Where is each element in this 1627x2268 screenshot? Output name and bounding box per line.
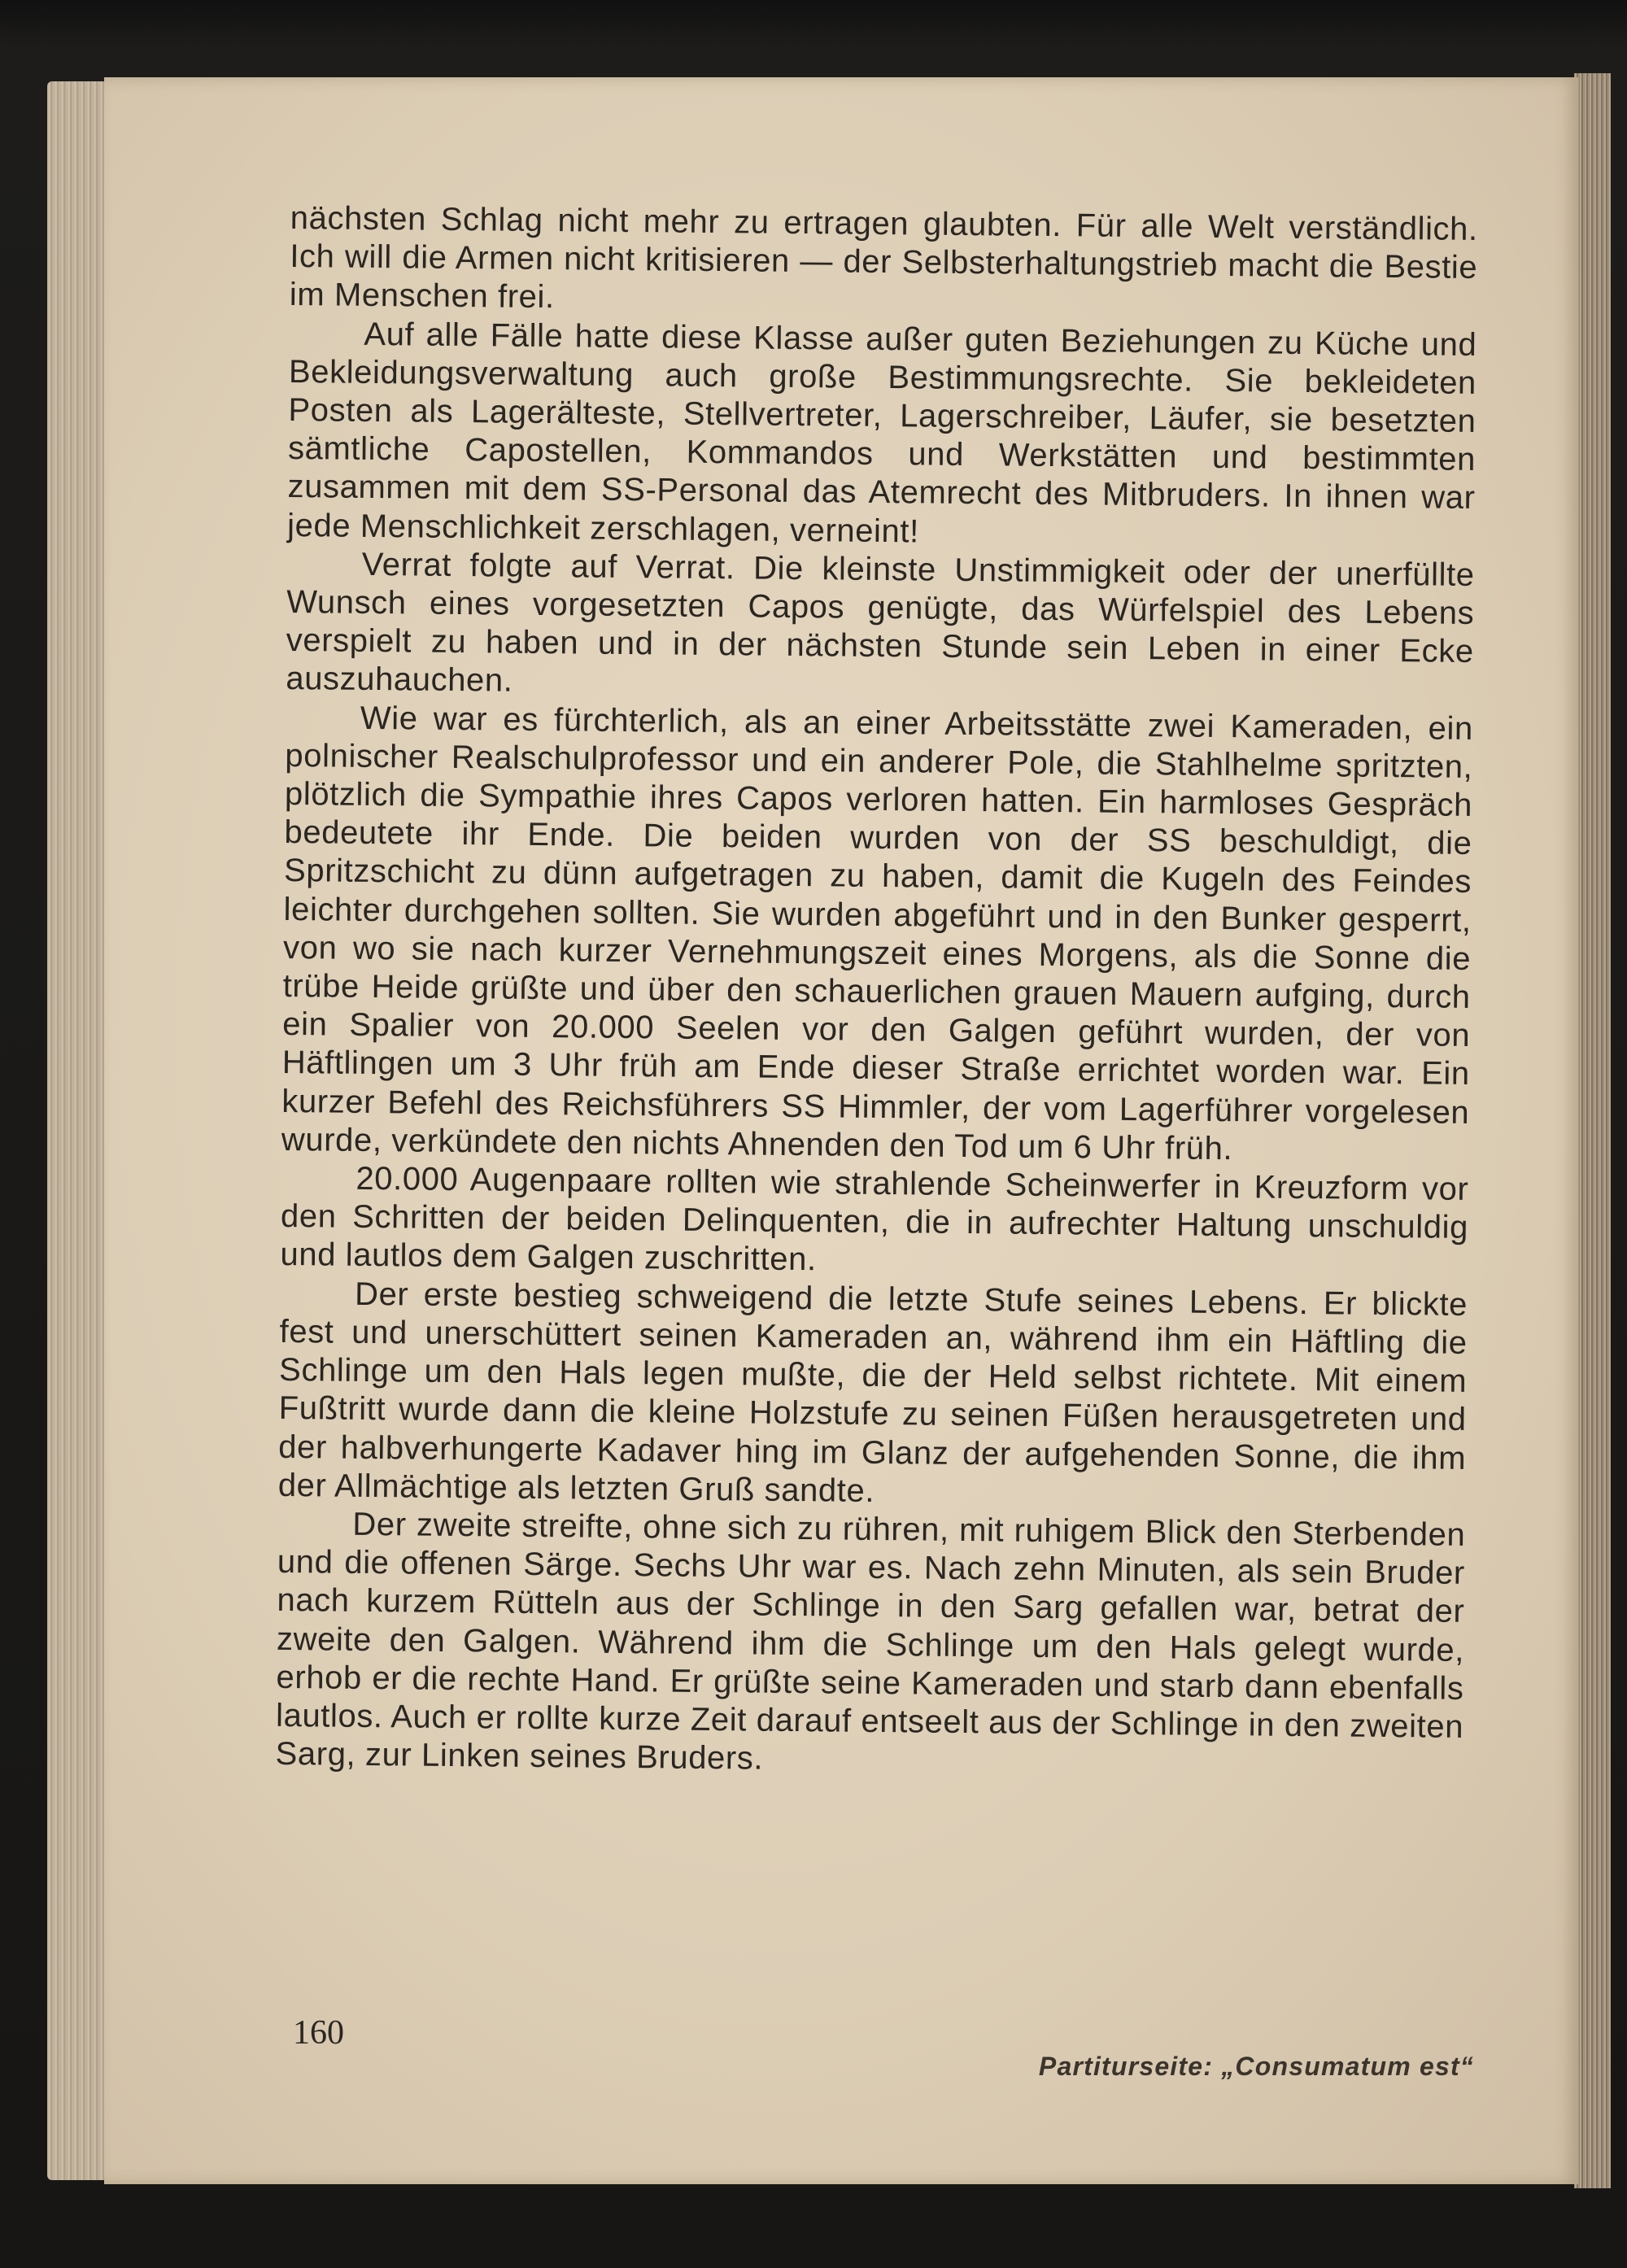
paragraph: Der zweite streifte, ohne sich zu rühren, mit ruhigem Blick den Sterbenden und die offenen Särge. Sechs Uhr war es. Nach zehn Minuten, als sein Bruder nach kurzem Rütteln aus der Schlinge in den Sarg gefallen war, betrat der zweite den Galgen. Während ihm die Schlinge um den Hals gelegt wurde, erhob er die rechte Hand. Er grüßte seine Kameraden und starb dann ebenfalls lautlos. Auch er rollte kurze Zeit darauf entseelt aus der Schlinge in den zweiten Sarg, zur Linken seines Bruders. [275,1506,1466,1777]
paragraph: Verrat folgte auf Verrat. Die kleinste Unstimmigkeit oder der unerfüllte Wunsch eines vorgesetzten Capos genügte, das Würfelspiel des Lebens verspielt zu haben und in der nächsten Stunde sein Leben in einer Ecke auszuhauchen. [286,546,1475,700]
book-page-edges-right [1574,73,1611,2188]
page-number: 160 [293,2014,344,2052]
footer-note: Partiturseite: „Consumatum est“ [1038,2052,1474,2081]
paragraph: Auf alle Fälle hatte diese Klasse außer guten Beziehungen zu Küche und Bekleidungsverwaltung auch große Bestimmungsrechte. Sie bekleideten Posten als Lagerälteste, Stellvertreter, Lagerschreiber, Läufer, sie besetzten sämtliche Capostellen, Kommandos und Werkstätten und bestimmten zusammen mit dem SS-Personal das Atemrecht des Mitbruders. In ihnen war jede Menschlichkeit zerschlagen, verneint! [286,316,1477,550]
paragraph: 20.000 Augenpaare rollten wie strahlende Scheinwerfer in Kreuzform vor den Schritten der beiden Delinquenten, die in aufrechter Haltung unschuldig und lautlos dem Galgen zuschritten. [280,1160,1469,1278]
book-page-edges-left [47,81,112,2180]
body-text [275,199,1478,1785]
paragraph: Wie war es fürchterlich, als an einer Arbeitsstätte zwei Kameraden, ein polnischer Realschulprofessor und ein anderer Pole, die Stahlhelme spritzten, plötzlich die Sympathie ihres Capos verloren hatten. Ein harmloses Gespräch bedeutete ihr Ende. Die beiden wurden von der SS beschuldigt, die Spritzschicht zu dünn aufgetragen zu haben, damit die Kugeln des Feindes leichter durchgehen sollten. Sie wurden abgeführt und in den Bunker gesperrt, von wo sie nach kurzer Vernehmungszeit eines Morgens, als die Sonne die trübe Heide grüßte und über den schauerlichen grauen Mauern aufging, durch ein Spalier von 20.000 Seelen vor den Galgen geführt wurden, der von Häftlingen um 3 Uhr früh am Ende dieser Straße errichtet worden war. Ein kurzer Befehl des Reichsführers SS Himmler, der vom Lagerführer vorgelesen wurde, verkündete den nichts Ahnenden den Tod um 6 Uhr früh. [281,700,1474,1167]
paragraph: Der erste bestieg schweigend die letzte Stufe seines Lebens. Er blickte fest und unerschüttert seinen Kameraden an, während ihm ein Häftling die Schlinge um den Hals legen mußte, die der Held selbst richtete. Mit einem Fußtritt wurde dann die kleine Holzstufe zu seinen Füßen herausgetreten und der halbverhungerte Kadaver hing im Glanz der aufgehenden Sonne, die ihm der Allmächtige als letzten Gruß sandte. [277,1276,1468,1509]
paragraph: nächsten Schlag nicht mehr zu ertragen glaubten. Für alle Welt verständlich. Ich will die Armen nicht kritisieren — der Selbsterhaltungstrieb macht die Bestie im Menschen frei. [289,199,1478,316]
